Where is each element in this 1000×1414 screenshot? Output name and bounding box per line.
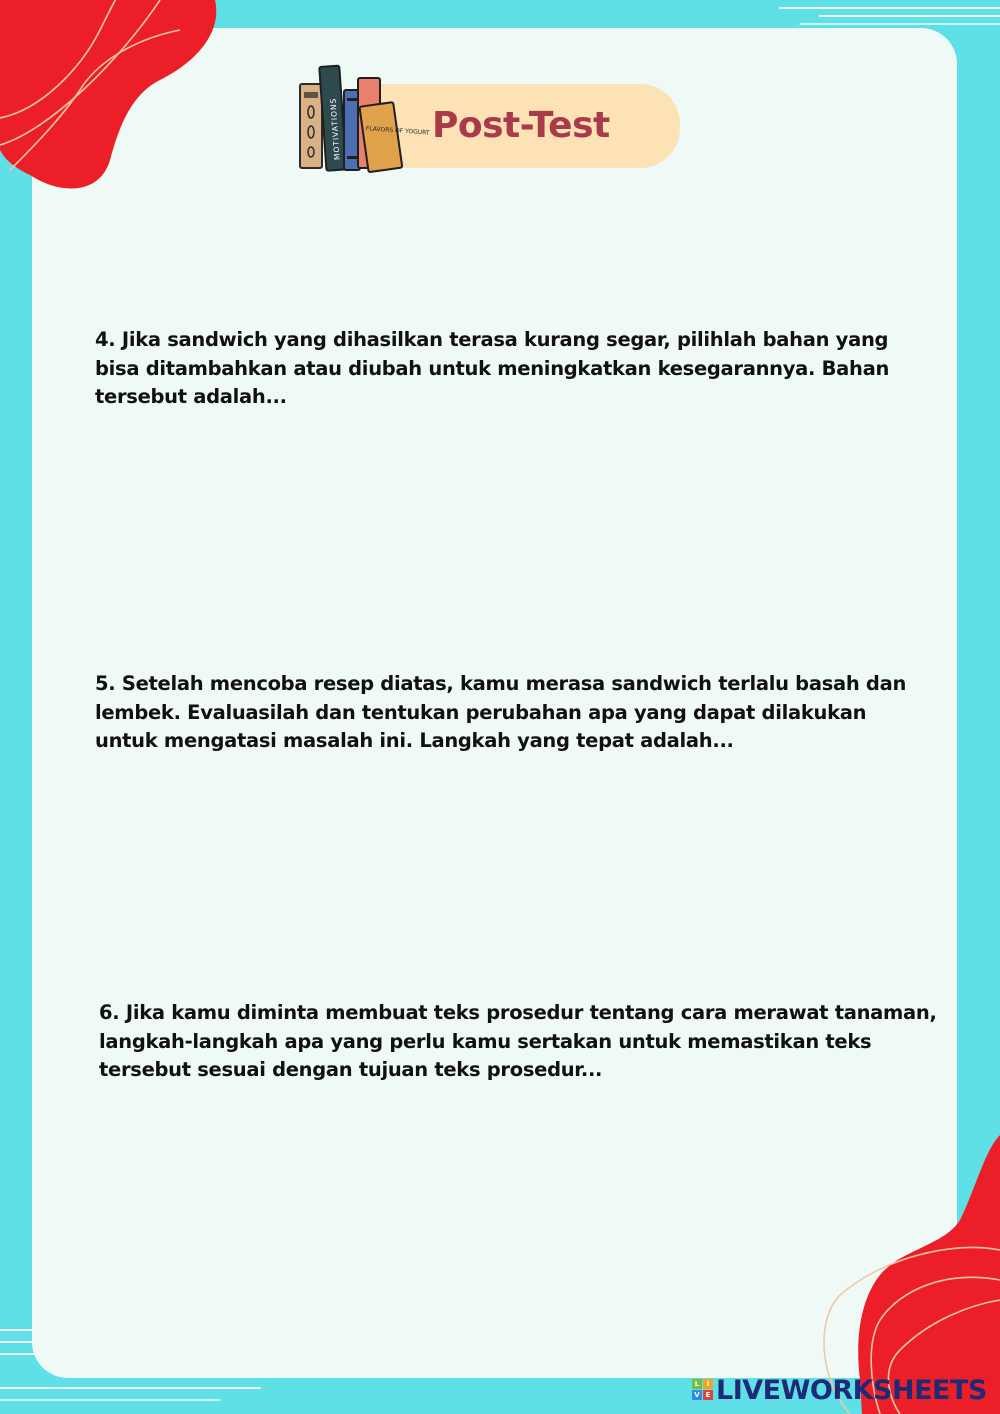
- book-spine-flavors: FLAVORS OF YOGURT: [365, 125, 430, 137]
- top-left-blob: [0, 0, 216, 189]
- liveworksheets-logo[interactable]: [692, 1372, 987, 1408]
- stack-of-books-icon: [296, 60, 430, 176]
- liveworksheets-grid-icon: [692, 1379, 714, 1401]
- page-title: Post-Test: [432, 105, 610, 146]
- question-6: 6. Jika kamu diminta membuat teks prosedur tentang cara merawat tanaman, langkah-langkah apa yang perlu kamu sertakan untuk memastikan teks tersebut sesuai dengan tujuan teks prosedur...: [99, 1001, 937, 1081]
- question-5: 5. Setelah mencoba resep diatas, kamu merasa sandwich terlalu basah dan lembek. Evaluasilah dan tentukan perubahan apa yang dapat dilakukan untuk mengatasi masalah ini. Langkah yang tepat adalah...: [95, 672, 907, 752]
- book-spine-motivations: MOTIVATIONS: [328, 97, 342, 161]
- brand-icon-letter-v: V: [692, 1390, 702, 1400]
- liveworksheets-wordmark: LIVEWORKSHEETS: [716, 1374, 987, 1406]
- brand-icon-letter-l: L: [692, 1379, 702, 1389]
- brand-icon-letter-e: E: [703, 1390, 713, 1400]
- brand-icon-letter-i: I: [703, 1379, 713, 1389]
- question-4: 4. Jika sandwich yang dihasilkan terasa kurang segar, pilihlah bahan yang bisa ditambahkan atau diubah untuk meningkatkan kesegarannya. Bahan tersebut adalah...: [95, 328, 890, 408]
